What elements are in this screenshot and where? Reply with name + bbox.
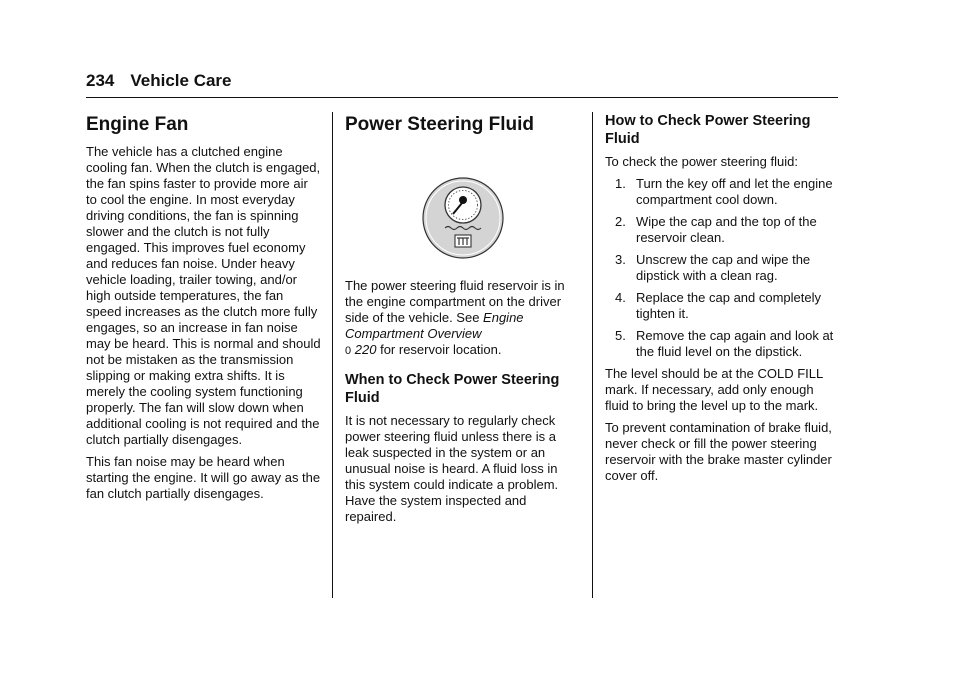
location-text: The power steering fluid reservoir is in the engine compartment on the driver side of the vehicle. See	[345, 278, 565, 325]
page-reference-number[interactable]: 220	[354, 342, 377, 357]
column-how-to-check	[605, 112, 841, 490]
how-to-check-intro: To check the power steering fluid:	[605, 154, 798, 169]
heading-power-steering-fluid: Power Steering Fluid	[345, 114, 534, 135]
page-header	[86, 70, 838, 92]
step-text: Remove the cap again and look at the fluid level on the dipstick.	[636, 328, 834, 359]
step-number: 5.	[615, 328, 626, 343]
column-divider-2	[592, 112, 593, 598]
power-steering-location-paragraph	[345, 278, 581, 359]
power-steering-figure	[345, 176, 581, 260]
list-item	[605, 214, 841, 246]
heading-engine-fan: Engine Fan	[86, 114, 189, 135]
column-power-steering-fluid	[345, 112, 581, 531]
location-tail-text: for reservoir location.	[380, 342, 502, 357]
step-text: Turn the key off and let the engine compartment cool down.	[636, 176, 833, 207]
section-title: Vehicle Care	[130, 71, 232, 90]
engine-fan-paragraph-2: This fan noise may be heard when starting the engine. It will go away as the fan clutch partially disengages.	[86, 454, 321, 501]
page-number: 234	[86, 71, 115, 90]
heading-how-to-check: How to Check Power Steering Fluid	[605, 113, 811, 147]
step-text: Wipe the cap and the top of the reservoir clean.	[636, 214, 817, 245]
list-item	[605, 176, 841, 208]
step-number: 4.	[615, 290, 626, 305]
list-item	[605, 252, 841, 284]
heading-when-to-check: When to Check Power Steering Fluid	[345, 372, 560, 406]
list-item	[605, 328, 841, 360]
step-text: Replace the cap and completely tighten it.	[636, 290, 822, 321]
list-item	[605, 290, 841, 322]
step-number: 2.	[615, 214, 626, 229]
contamination-warning-paragraph: To prevent contamination of brake fluid, never check or fill the power steering reservoir with the brake master cylinder cover off.	[605, 420, 832, 483]
step-number: 1.	[615, 176, 626, 191]
engine-compartment-overview-link[interactable]: Engine Compartment Overview	[345, 310, 524, 341]
check-steps-list	[605, 176, 841, 360]
page-reference-icon: 0	[345, 345, 352, 357]
engine-fan-paragraph-1: The vehicle has a clutched engine cooling fan. When the clutch is engaged, the fan spins faster to provide more air to cool the engine. In most everyday driving conditions, the fan is spinning slower and the clutch is not fully engaged. This improves fuel economy and reduces fan noise. Under heavy vehicle loading, trailer towing, and/or high outside temperatures, the fan speed increases as the clutch more fully engages, so an increase in fan noise may be heard. This is normal and should not be mistaken as the transmission slipping or making extra shifts. It is merely the cooling system functioning properly. The fan will slow down when additional cooling is not required and the clutch partially disengages.	[86, 144, 321, 447]
column-divider-1	[332, 112, 333, 598]
column-engine-fan	[86, 112, 322, 508]
fluid-level-paragraph: The level should be at the COLD FILL mark. If necessary, add only enough fluid to bring the level up to the mark.	[605, 366, 823, 413]
when-to-check-paragraph: It is not necessary to regularly check power steering fluid unless there is a leak suspected in the system or an unusual noise is heard. A fluid loss in this system could indicate a problem. Have the system inspected and repaired.	[345, 413, 559, 524]
header-rule	[86, 97, 838, 98]
step-text: Unscrew the cap and wipe the dipstick with a clean rag.	[636, 252, 811, 283]
step-number: 3.	[615, 252, 626, 267]
power-steering-reservoir-cap-icon	[421, 176, 505, 260]
